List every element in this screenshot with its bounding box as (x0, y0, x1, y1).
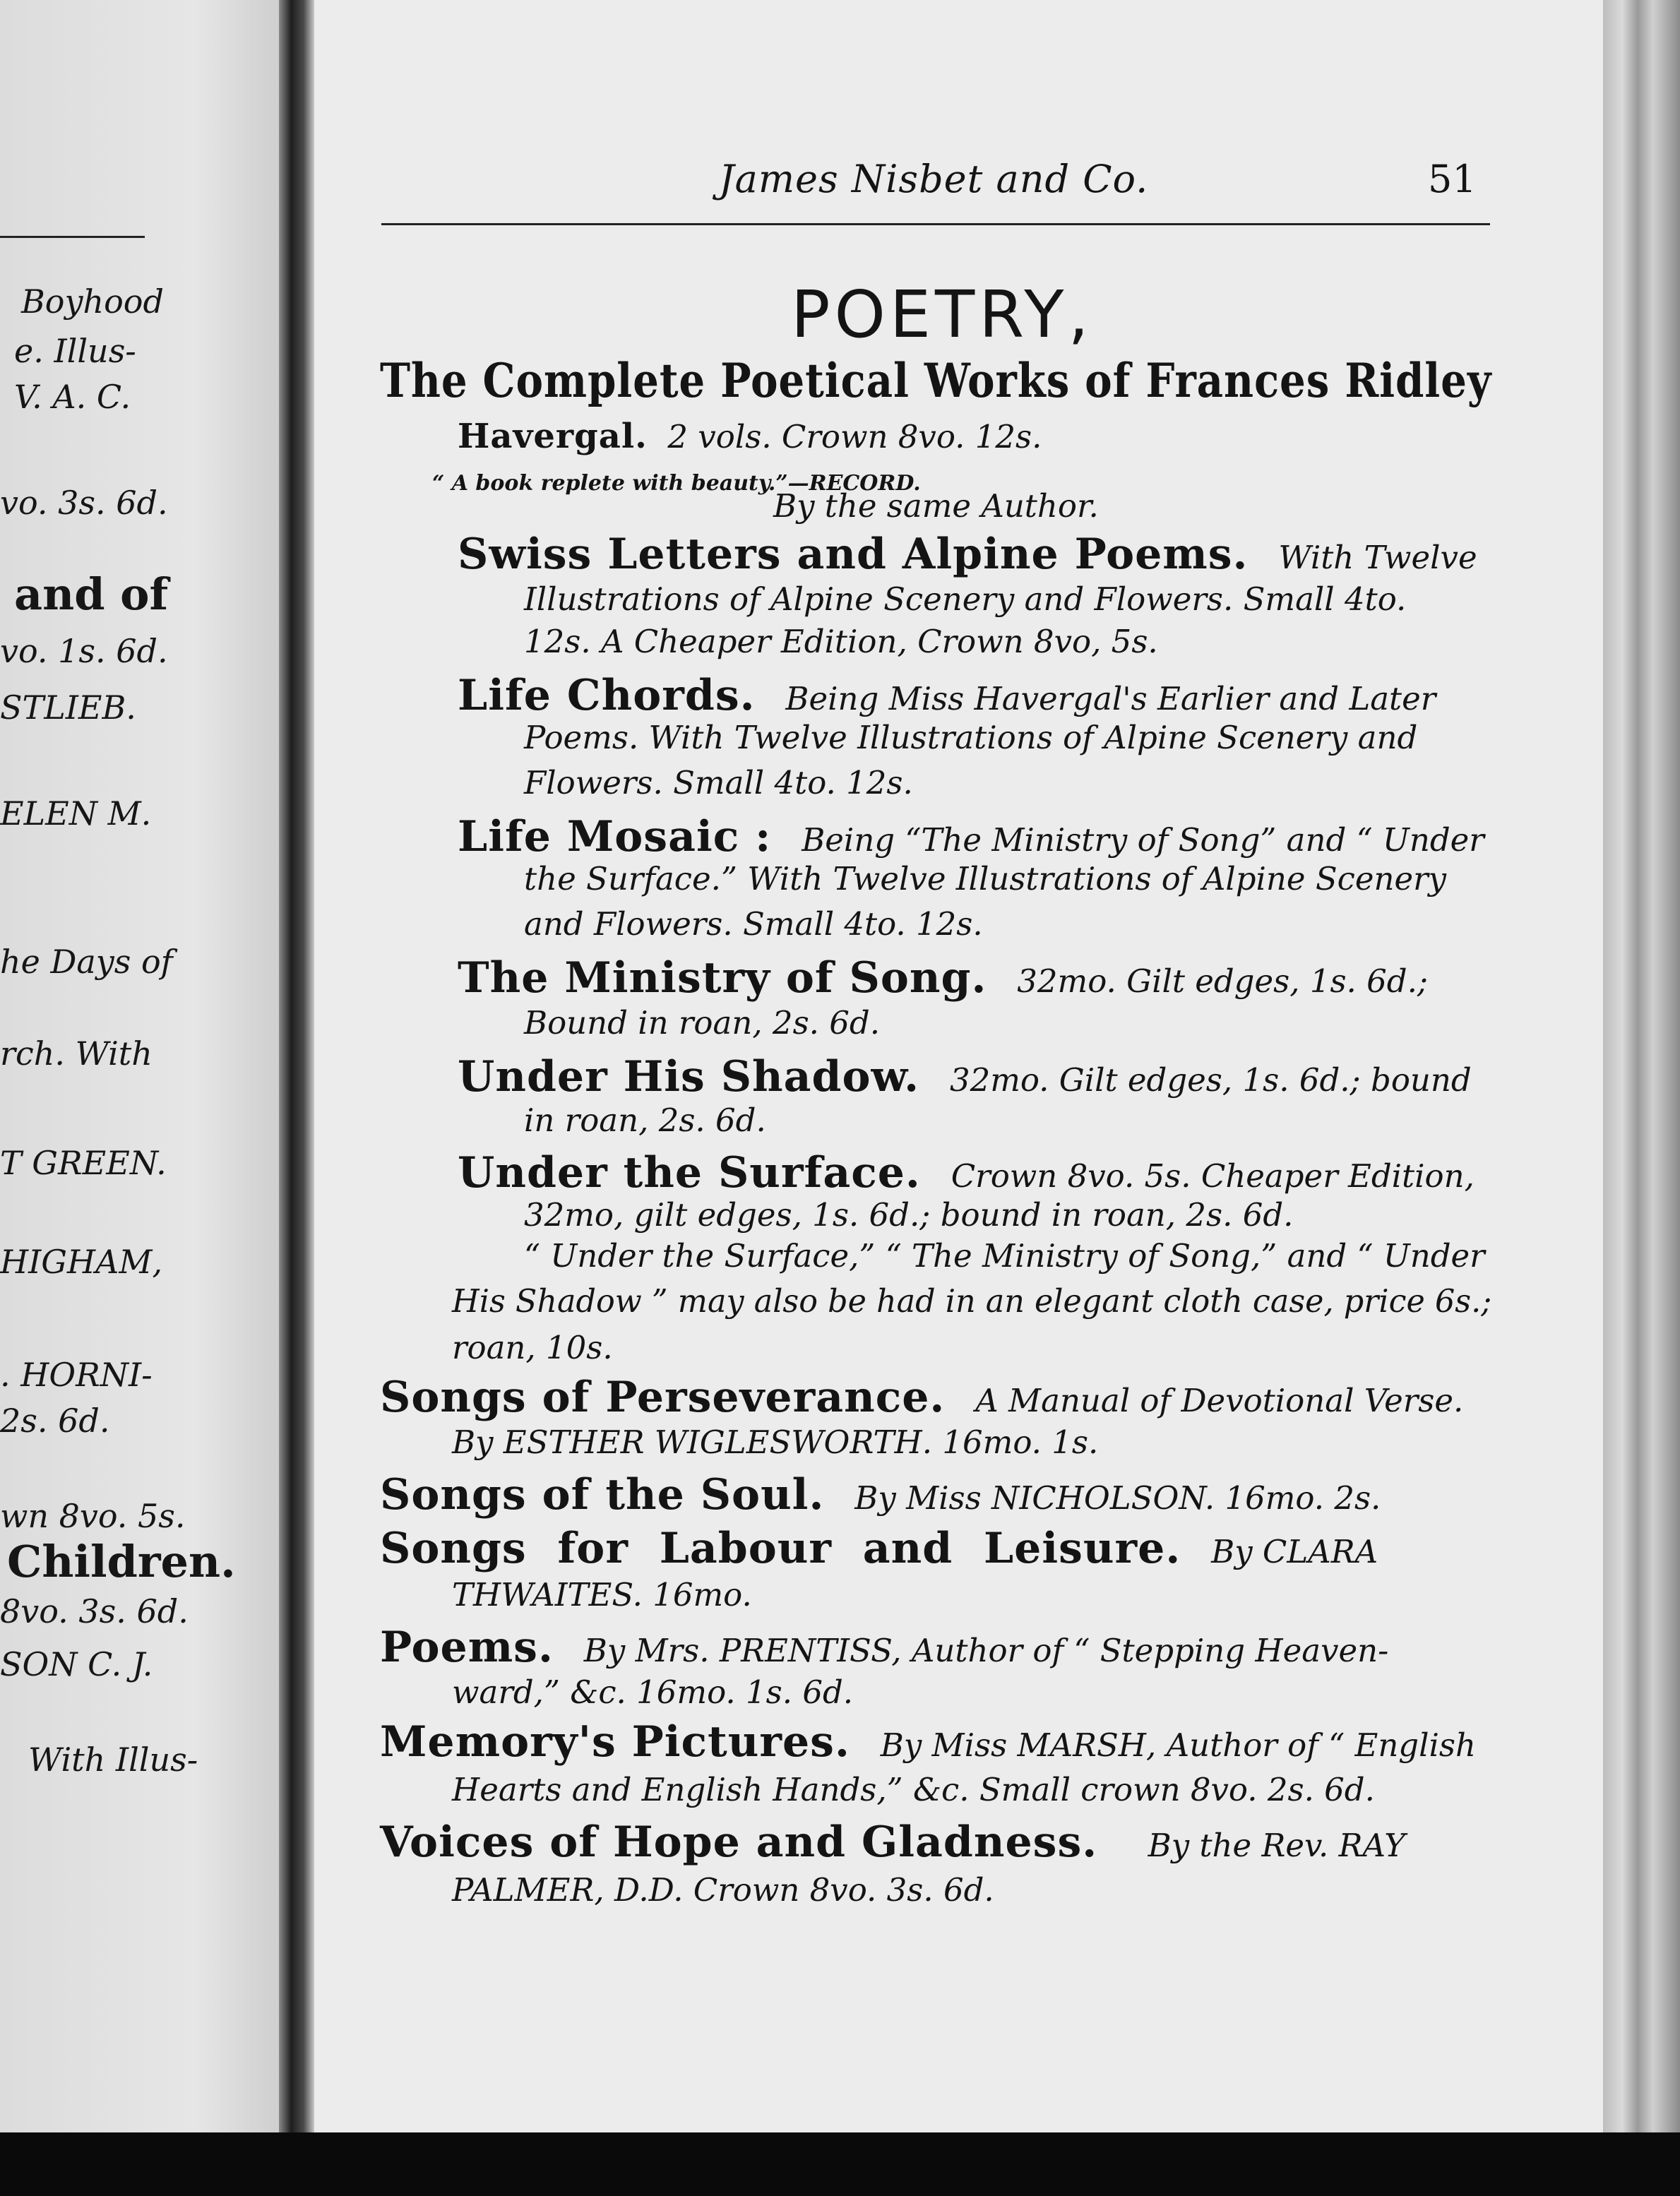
entry-desc: the Surface.” With Twelve Illustrations of Alpine Scenery (524, 860, 1447, 897)
entry-desc: Being “The Ministry of Song” and “ Under (802, 821, 1484, 859)
entry-line (458, 671, 1436, 720)
entry-line (452, 1771, 1375, 1808)
entry-title: Songs for Labour and Leisure. (380, 1524, 1181, 1573)
page-number: 51 (1428, 157, 1477, 201)
left-page-line: Children. (7, 1536, 236, 1587)
entry-desc: Illustrations of Alpine Scenery and Flowers. Small 4to. (524, 580, 1407, 618)
entry-line (524, 580, 1406, 618)
entry-desc: Being Miss Havergal's Earlier and Later (785, 680, 1436, 717)
entry-desc: ward,” &c. 16mo. 1s. 6d. (452, 1673, 854, 1711)
entry-line (380, 1524, 1378, 1573)
entry-desc: 12s. A Cheaper Edition, Crown 8vo, 5s. (524, 623, 1158, 660)
entry-line (452, 1673, 853, 1711)
entry-line (380, 1717, 1476, 1767)
left-page-line: and of (14, 568, 169, 620)
left-page-line: STLIEB. (0, 688, 136, 727)
left-page-line: ELEN M. (0, 794, 152, 833)
left-page-line: rch. With (0, 1034, 153, 1073)
entry-desc: A Manual of Devotional Verse. (975, 1382, 1464, 1419)
entry-line (524, 860, 1446, 897)
entry-line (524, 1004, 880, 1042)
entry-desc: PALMER, D.D. Crown 8vo. 3s. 6d. (452, 1871, 994, 1909)
entry-line (452, 1424, 1098, 1461)
entry-title: Poems. (380, 1623, 554, 1672)
entry-desc: Hearts and English Hands,” &c. Small crown 8vo. 2s. 6d. (452, 1771, 1375, 1808)
entry-title: Memory's Pictures. (380, 1717, 850, 1767)
entry-desc: By Miss MARSH, Author of “ English (880, 1726, 1476, 1764)
entry-desc: By ESTHER WIGLESWORTH. 16mo. 1s. (452, 1424, 1099, 1461)
entry-desc: Poems. With Twelve Illustrations of Alpine Scenery and (524, 719, 1418, 756)
entry-desc: THWAITES. 16mo. (452, 1576, 752, 1613)
by-same-author: By the same Author. (773, 487, 1099, 525)
left-page-line: HIGHAM, (0, 1243, 163, 1281)
entry-desc: By Mrs. PRENTISS, Author of “ Stepping Heaven- (583, 1632, 1389, 1669)
entry-desc: 32mo. Gilt edges, 1s. 6d.; bound (949, 1061, 1472, 1099)
entry-desc: Bound in roan, 2s. 6d. (524, 1004, 881, 1042)
review-quote: “ A book replete with beauty.”—RECORD. (432, 471, 921, 496)
left-page-line: V. A. C. (14, 378, 131, 416)
entry-title: Swiss Letters and Alpine Poems. (458, 530, 1249, 579)
left-page-line: 2s. 6d. (0, 1402, 110, 1440)
left-page-line: Boyhood (21, 282, 164, 321)
entry-line (380, 1818, 1405, 1867)
entry-line (458, 530, 1477, 579)
entry-title: The Complete Poetical Works of Frances Ridley (380, 353, 1492, 408)
entry-desc: and Flowers. Small 4to. 12s. (524, 905, 983, 943)
entry-desc: By the Rev. RAY (1148, 1827, 1405, 1864)
entry-line (380, 1623, 1388, 1672)
left-page-line: T GREEN. (0, 1144, 167, 1182)
entry-desc: in roan, 2s. 6d. (524, 1102, 766, 1139)
entry-line (524, 905, 983, 943)
entry-line (524, 719, 1417, 756)
entry-line (458, 812, 1484, 861)
left-page-line: 8vo. 3s. 6d. (0, 1592, 189, 1630)
entry-title: The Ministry of Song. (458, 953, 987, 1003)
entry-line (458, 417, 1042, 456)
entry-desc: Flowers. Small 4to. 12s. (524, 764, 913, 801)
entry-line (524, 1237, 1485, 1275)
entry-desc: His Shadow ” may also be had in an elegant cloth case, price 6s.; (452, 1282, 1492, 1320)
entry-line (380, 1373, 1463, 1422)
entry-line (458, 1148, 1475, 1198)
bottom-strip (0, 2132, 1680, 2196)
entry-desc: Crown 8vo. 5s. Cheaper Edition, (951, 1157, 1475, 1195)
left-page-line: With Illus- (28, 1741, 198, 1779)
entry-title: Under His Shadow. (458, 1052, 920, 1102)
entry-line (458, 953, 1428, 1003)
entry-line (524, 1196, 1293, 1234)
entry-desc: 32mo, gilt edges, 1s. 6d.; bound in roan, 2s. 6d. (524, 1196, 1294, 1234)
entry-line (380, 353, 1491, 408)
left-page-line: vo. 3s. 6d. (0, 484, 168, 522)
entry-desc: By CLARA (1211, 1533, 1378, 1570)
left-page-line: wn 8vo. 5s. (0, 1497, 186, 1535)
entry-line (524, 623, 1158, 660)
entry-title: Life Chords. (458, 671, 756, 720)
running-head: James Nisbet and Co. (719, 157, 1149, 201)
entry-title: Under the Surface. (458, 1148, 921, 1198)
entry-title: Songs of Perseverance. (380, 1373, 946, 1422)
entry-desc: roan, 10s. (452, 1329, 613, 1366)
entry-title: Songs of the Soul. (380, 1470, 825, 1520)
section-title: POETRY, (791, 277, 1093, 352)
left-page-line: e. Illus- (14, 332, 136, 370)
entry-line (380, 1470, 1381, 1520)
left-page-line: vo. 1s. 6d. (0, 632, 168, 670)
left-page-line: he Days of (0, 943, 173, 981)
left-page-line: SON C. J. (0, 1645, 153, 1683)
entry-title: Havergal. (458, 417, 648, 456)
entry-line (458, 1052, 1472, 1102)
entry-line (773, 487, 1099, 525)
entry-desc: 2 vols. Crown 8vo. 12s. (667, 418, 1042, 455)
entry-title: Voices of Hope and Gladness. (380, 1818, 1098, 1867)
entry-desc: By Miss NICHOLSON. 16mo. 2s. (854, 1479, 1381, 1517)
entry-desc: 32mo. Gilt edges, 1s. 6d.; (1017, 962, 1429, 1000)
entry-line (452, 1282, 1491, 1320)
entry-line (452, 1329, 613, 1366)
entry-line (452, 1871, 994, 1909)
entry-line (452, 1576, 752, 1613)
entry-line (524, 764, 913, 801)
left-page-line: . HORNI- (0, 1356, 153, 1394)
entry-desc: With Twelve (1278, 539, 1477, 576)
entry-title: Life Mosaic : (458, 812, 772, 861)
entry-line (524, 1102, 766, 1139)
entry-desc: “ Under the Surface,” “ The Ministry of Song,” and “ Under (524, 1237, 1485, 1275)
